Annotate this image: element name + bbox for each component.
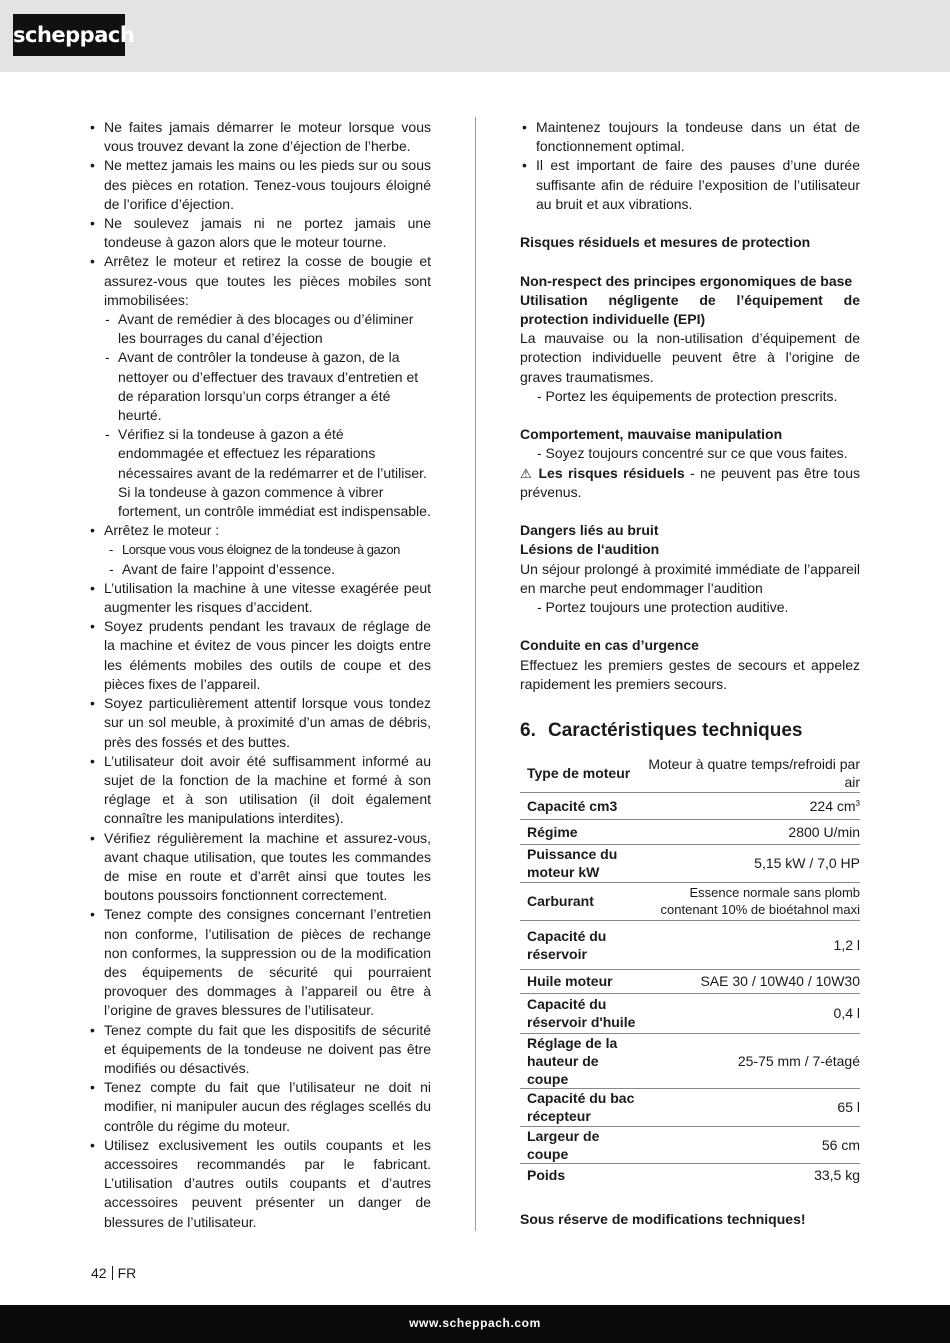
- modification-note: Sous réserve de modifications techniques!: [520, 1211, 806, 1227]
- spec-value: SAE 30 / 10W40 / 10W30: [640, 969, 860, 993]
- residual-risk-warning: [520, 464, 860, 502]
- table-row: [520, 969, 860, 993]
- page-number-value: 42: [91, 1265, 107, 1281]
- heading-residual-risks: Risques résiduels et mesures de protection: [520, 234, 811, 251]
- list-item: • Ne mettez jamais les mains ou les pieds sur ou sous des pièces en rotation. Tenez-vous toujours éloigné de l’orifice d’éjection.: [88, 156, 431, 214]
- action-ppe: - Portez les équipements de protection prescrits.: [537, 387, 838, 404]
- spec-value: Essence normale sans plomb contenant 10% de bioétahnol maxi: [640, 882, 860, 920]
- website-url: www.scheppach.com: [409, 1316, 541, 1330]
- table-row: [520, 792, 860, 819]
- list-item: • Arrêtez le moteur et retirez la cosse de bougie et assurez-vous que toutes les pièces mobiles sont immobilisées:: [88, 252, 431, 310]
- sub-list-item: - Avant de contrôler la tondeuse à gazon, de la nettoyer ou d’effectuer des travaux d’entretien et de réparation lorsqu’un corps étranger a été heurté.: [88, 348, 431, 425]
- right-column: [520, 118, 860, 743]
- action-noise: - Portez toujours une protection auditive.: [537, 599, 789, 616]
- left-column: [88, 118, 431, 1232]
- list-item: • L’utilisateur doit avoir été suffisamment informé au sujet de la fonction de la machine et formé à son réglage et à son utilisation (il doit également connaître les manipulations interdites).: [88, 752, 431, 829]
- spec-label: Capacité du réservoir d'huile: [520, 993, 640, 1033]
- heading-emergency: Conduite en cas d’urgence: [520, 637, 699, 654]
- spec-value-text: 224 cm: [809, 797, 856, 814]
- sub-list-item: - Vérifiez si la tondeuse à gazon a été endommagée et effectuez les réparations nécessaires avant de la redémarrer et de l’utiliser. Si la tondeuse à gazon commence à vibrer fortement, un contrôle immédiat est indispensable.: [88, 425, 431, 521]
- heading-noise: Dangers liés au bruit: [520, 522, 659, 539]
- list-item: • Soyez particulièrement attentif lorsque vous tondez sur un sol meuble, à proximité d’un amas de débris, près des fossés et des buttes.: [88, 694, 431, 752]
- spec-label: Largeur de coupe: [520, 1126, 640, 1163]
- table-row: [520, 1126, 860, 1163]
- spec-label: Réglage de la hauteur de coupe: [520, 1033, 640, 1088]
- spec-label: Capacité du réservoir: [520, 920, 640, 969]
- list-item: • Utilisez exclusivement les outils coupants et les accessoires recommandés par le fabricant. L’utilisation d’autres outils coupants et d’autres accessoires peuvent présenter un danger de blessures de l’utilisateur.: [88, 1136, 431, 1232]
- warning-text: - ne peuvent pas être tous prévenus.: [520, 464, 860, 500]
- list-item: • Ne faites jamais démarrer le moteur lorsque vous vous trouvez devant la zone d’éjection de l’herbe.: [88, 118, 431, 156]
- language-code: FR: [117, 1265, 137, 1281]
- spec-value: 5,15 kW / 7,0 HP: [640, 844, 860, 882]
- spec-label: Capacité cm3: [520, 792, 640, 819]
- table-row: [520, 819, 860, 844]
- list-item: • Vérifiez régulièrement la machine et assurez-vous, avant chaque utilisation, que toutes les commandes de mise en route et d’arrêt ainsi que toutes les boutons poussoirs fonctionnent correctement.: [88, 829, 431, 906]
- paragraph-emergency: Effectuez les premiers gestes de secours et appelez rapidement les premiers secours.: [520, 656, 860, 692]
- paragraph-noise: Un séjour prolongé à proximité immédiate de l’appareil en marche peut endommager l’audition: [520, 560, 860, 596]
- column-divider: [475, 117, 476, 1231]
- spec-label: Type de moteur: [520, 754, 640, 792]
- list-item: • Ne soulevez jamais ni ne portez jamais une tondeuse à gazon alors que le moteur tourne.: [88, 214, 431, 252]
- heading-ppe: Utilisation négligente de l’équipement de protection individuelle (EPI): [520, 291, 860, 327]
- brand-logo: scheppach: [13, 14, 125, 56]
- spec-label: Carburant: [520, 882, 640, 920]
- sub-list-item: - Avant de faire l’appoint d’essence.: [88, 560, 431, 579]
- spec-value: 1,2 l: [640, 920, 860, 969]
- heading-ergonomics: Non-respect des principes ergonomiques de base: [520, 272, 853, 289]
- table-row: [520, 1033, 860, 1088]
- spec-value: 65 l: [640, 1088, 860, 1126]
- spec-value: 25-75 mm / 7-étagé: [640, 1033, 860, 1088]
- list-item: • Soyez prudents pendant les travaux de réglage de la machine et évitez de vous pincer les doigts entre les éléments mobiles des outils de coupe et des pièces fixes de l’appareil.: [88, 617, 431, 694]
- spec-value: 2800 U/min: [640, 819, 860, 844]
- list-item: • Tenez compte du fait que les dispositifs de sécurité et équipements de la tondeuse ne doivent pas être modifiés ou désactivés.: [88, 1021, 431, 1079]
- list-item: • Maintenez toujours la tondeuse dans un état de fonctionnement optimal.: [520, 118, 860, 156]
- spec-label: Puissance du moteur kW: [520, 844, 640, 882]
- sub-list-item: - Avant de remédier à des blocages ou d’éliminer les bourrages du canal d’éjection: [88, 310, 431, 348]
- spec-value: 56 cm: [640, 1126, 860, 1163]
- spec-value: [640, 792, 860, 819]
- action-behaviour: - Soyez toujours concentré sur ce que vous faites.: [537, 445, 848, 462]
- table-row: [520, 1163, 860, 1187]
- page-header: [0, 0, 950, 72]
- heading-hearing: Lésions de l‘audition: [520, 541, 660, 558]
- warning-icon: ⚠: [520, 465, 534, 481]
- section-title: Caractéristiques techniques: [548, 720, 803, 742]
- table-row: [520, 1088, 860, 1126]
- section-heading: [520, 719, 860, 743]
- table-row: [520, 844, 860, 882]
- table-row: [520, 920, 860, 969]
- list-item: • Arrêtez le moteur :: [88, 521, 431, 540]
- spec-value: Moteur à quatre temps/refroidi par air: [640, 754, 860, 792]
- spec-label: Régime: [520, 819, 640, 844]
- page-number-separator: [112, 1266, 113, 1280]
- list-item: • L’utilisation la machine à une vitesse exagérée peut augmenter les risques d’accident.: [88, 579, 431, 617]
- section-number: 6.: [520, 720, 536, 742]
- heading-behaviour: Comportement, mauvaise manipulation: [520, 426, 783, 443]
- spec-value: 33,5 kg: [814, 1167, 860, 1184]
- page-footer: [0, 1305, 950, 1343]
- list-item: • Tenez compte du fait que l’utilisateur ne doit ni modifier, ni manipuler aucun des réglages scellés du contrôle du régime du moteur.: [88, 1078, 431, 1136]
- specs-table: [520, 754, 860, 1187]
- spec-label: Capacité du bac récepteur: [520, 1088, 640, 1126]
- spec-label: Poids: [527, 1167, 566, 1184]
- paragraph-ppe: La mauvaise ou la non-utilisation d’équipement de protection individuelle peuvent être à l’origine de graves traumatismes.: [520, 330, 860, 385]
- sub-list-item: - Lorsque vous vous éloignez de la tondeuse à gazon: [88, 540, 431, 559]
- page-number: [91, 1265, 136, 1281]
- list-item: • Tenez compte des consignes concernant l’entretien non conforme, l’utilisation de pièces de rechange non conformes, la suppression ou de la modification des équipements de sécurité qui pourraient provoquer des dommages à l’appareil ou être à l’origine de graves blessures de l’utilisateur.: [88, 905, 431, 1020]
- spec-label: Huile moteur: [520, 969, 640, 993]
- spec-value-exponent: 3: [855, 798, 860, 808]
- table-row: [520, 754, 860, 792]
- warning-bold-text: Les risques résiduels: [538, 464, 685, 481]
- spec-value: 0,4 l: [640, 993, 860, 1033]
- list-item: • Il est important de faire des pauses d’une durée suffisante afin de réduire l’exposition de l’utilisateur au bruit et aux vibrations.: [520, 156, 860, 214]
- table-row: [520, 993, 860, 1033]
- table-row: [520, 882, 860, 920]
